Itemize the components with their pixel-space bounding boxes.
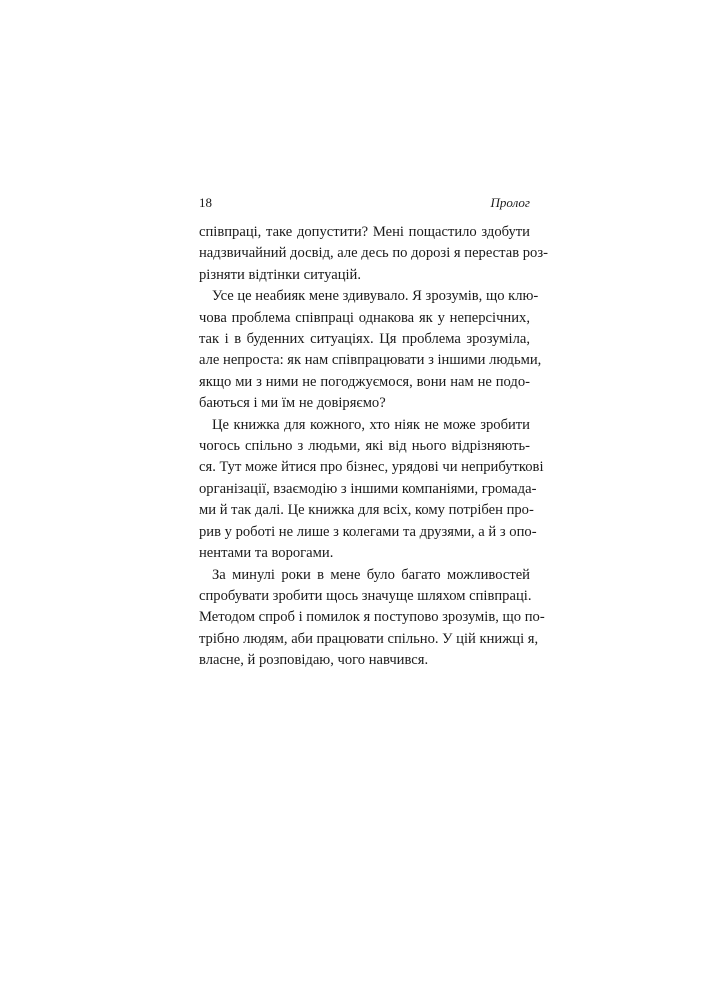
text-line: власне, й розповідаю, чого навчився. xyxy=(199,652,429,669)
text-line: різняти відтінки ситуацій. xyxy=(199,266,362,283)
text-line: але непроста: як нам співпрацювати з іншими людьми, xyxy=(199,352,542,369)
text-line: За минулі роки в мене було багато можливостей xyxy=(212,566,530,583)
text-line: Усе це неабияк мене здивувало. Я зрозумів, що клю- xyxy=(212,288,539,305)
page-header xyxy=(199,194,530,212)
text-line: Це книжка для кожного, хто ніяк не може зробити xyxy=(212,416,530,433)
text-line: спробувати зробити щось значуще шляхом співпраці. xyxy=(199,587,532,604)
paragraph xyxy=(199,222,548,286)
text-line: ми й так далі. Це книжка для всіх, кому потрібен про- xyxy=(199,502,534,519)
text-line: співпраці, таке допустити? Мені пощастило здобути xyxy=(199,224,530,240)
page-number: 18 xyxy=(199,195,212,210)
text-line: організації, взаємодію з іншими компаніями, громада- xyxy=(199,480,537,497)
text-line: нентами та ворогами. xyxy=(199,545,334,562)
text-line: якщо ми з ними не погоджуємося, вони нам не подо- xyxy=(199,373,530,390)
text-line: ся. Тут може йтися про бізнес, урядові чи неприбуткові xyxy=(199,459,544,476)
paragraph xyxy=(199,415,544,565)
text-line: чогось спільно з людьми, які від нього відрізняють- xyxy=(199,438,530,455)
running-head: Пролог xyxy=(490,195,530,210)
paragraph xyxy=(199,286,542,414)
text-line: трібно людям, аби працювати спільно. У цій книжці я, xyxy=(199,630,539,647)
text-line: баються і ми їм не довіряємо? xyxy=(199,395,386,412)
body-text xyxy=(199,222,548,672)
text-line: рив у роботі не лише з колегами та друзями, а й з опо- xyxy=(199,523,537,540)
text-line: так і в буденних ситуаціях. Ця проблема зрозуміла, xyxy=(199,331,530,348)
text-line: надзвичайний досвід, але десь по дорозі я перестав роз- xyxy=(199,245,548,262)
paragraph xyxy=(199,565,545,672)
text-line: Методом спроб і помилок я поступово зрозумів, що по- xyxy=(199,609,545,626)
text-line: чова проблема співпраці однакова як у неперсічних, xyxy=(199,309,530,326)
